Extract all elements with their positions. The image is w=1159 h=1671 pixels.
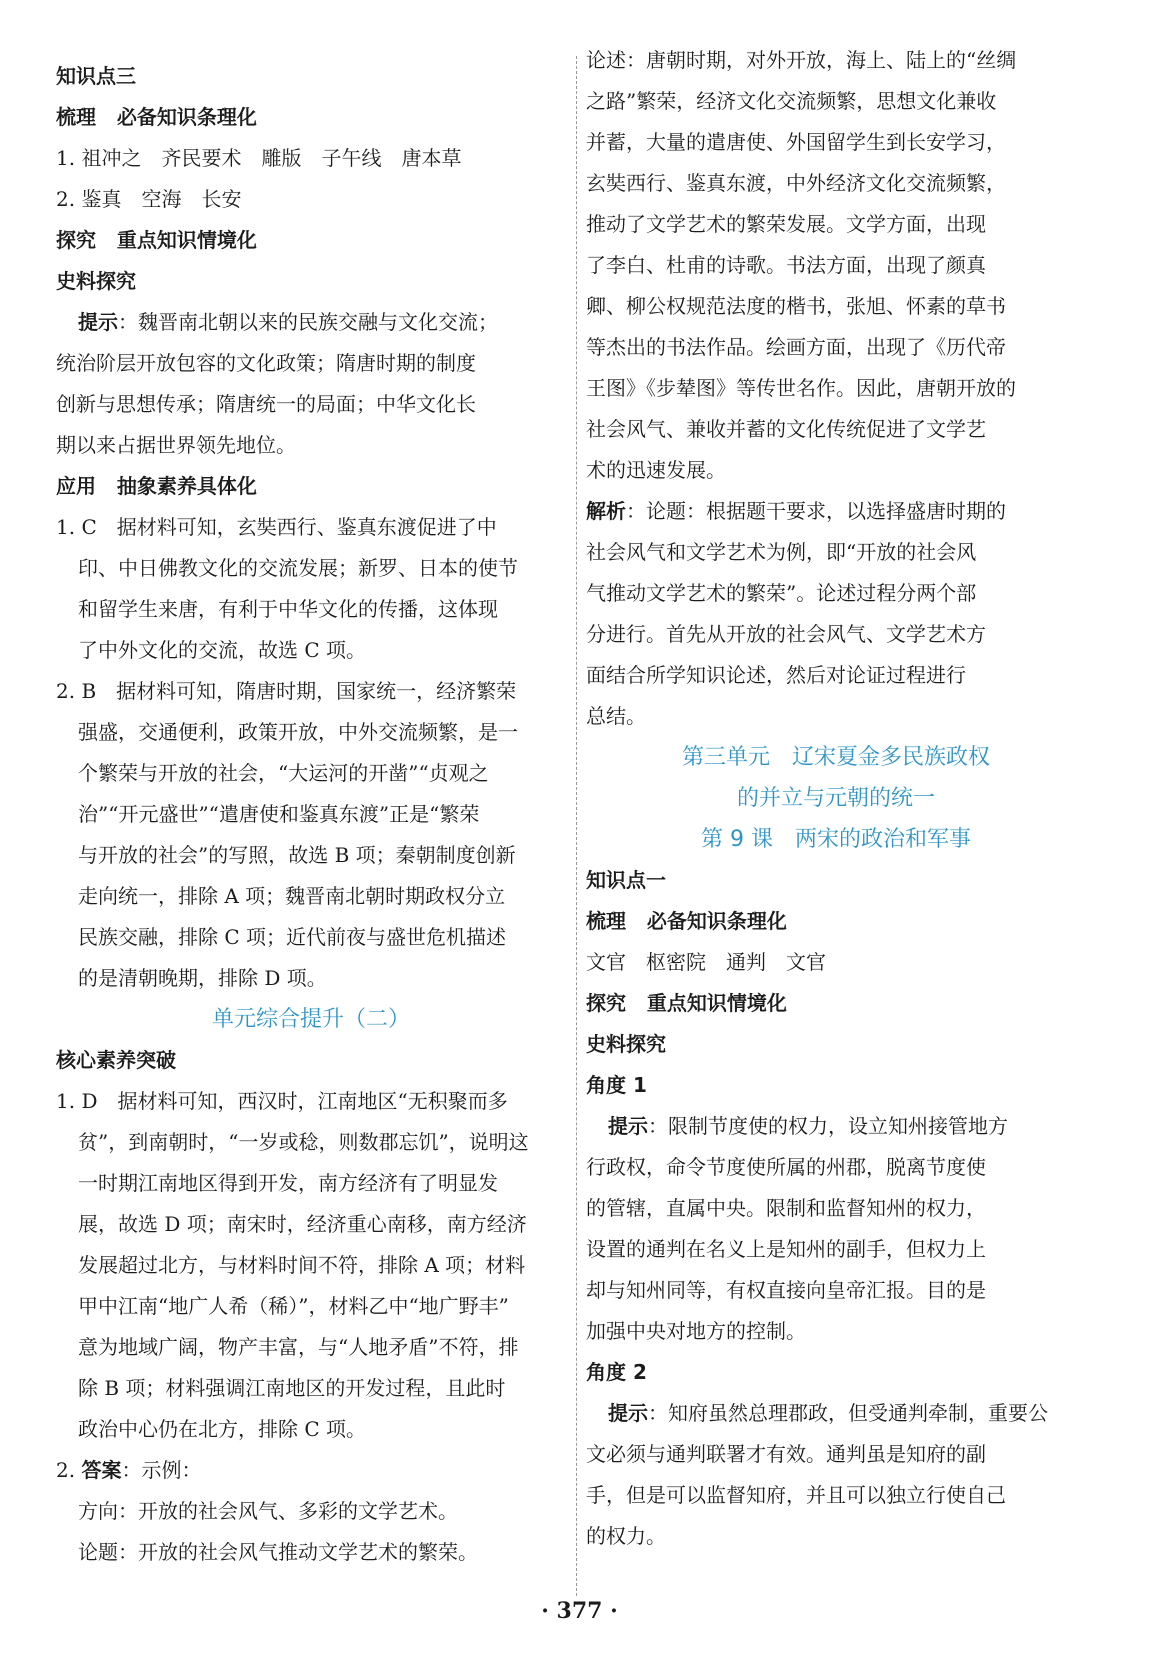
kp3-item-1: 1. 祖冲之 齐民要术 雕版 子午线 唐本草 [56,146,462,170]
kp1-tanjiu-heading [586,983,1086,1024]
core-answer-1-line: 贫”，到南朝时，“一岁或稔，则数郡忘饥”，说明这 [78,1130,529,1154]
angle-2-line: 手，但是可以监督知府，并且可以独立行使自己 [586,1483,1006,1507]
jiexi-line: 分进行。首先从开放的社会风气、文学艺术方 [586,622,986,646]
topic-line: 论题：开放的社会风气推动文学艺术的繁荣。 [78,1540,478,1564]
lunshu-line: 推动了文学艺术的繁荣发展。文学方面，出现 [586,212,986,236]
kp1-shuli-heading [586,901,1086,942]
unit-3-title-line-1: 第三单元 辽宋夏金多民族政权 [681,745,990,770]
tishi-text: 期以来占据世界领先地位。 [56,433,296,457]
jiexi-line [586,491,1086,532]
answer-2-number: 2. [56,1458,82,1482]
core-answer-1-line: 意为地域广阔，物产丰富，与“人地矛盾”不符，排 [78,1335,519,1359]
daan-text: ：示例： [121,1458,202,1482]
answer-2-line: 民族交融，排除 C 项；近代前夜与盛世危机描述 [78,925,507,949]
angle-2-heading: 角度 2 [586,1360,647,1384]
tishi-label: 提示 [78,310,118,334]
answer-2-line: 治”“开元盛世”“遣唐使和鉴真东渡”正是“繁荣 [78,802,480,826]
knowledge-point-1-title: 知识点一 [586,868,666,892]
angle-2-tishi-label: 提示 [608,1401,648,1425]
unit-summary-title: 单元综合提升（二） [211,1007,410,1032]
jiexi-line: 面结合所学知识论述，然后对论证过程进行 [586,663,966,687]
core-answer-2-line [56,1450,566,1491]
lunshu-line: 等杰出的书法作品。绘画方面，出现了《历代帝 [586,335,1006,359]
lunshu-line: 术的迅速发展。 [586,458,726,482]
angle-2-line [586,1393,1086,1434]
answer-1-line: 印、中日佛教文化的交流发展；新罗、日本的使节 [78,556,518,580]
angle-2-line: 的权力。 [586,1524,666,1548]
kp1-shuli-label: 梳理 [586,909,626,933]
shiliao-heading: 史料探究 [56,269,136,293]
tishi-text: ：魏晋南北朝以来的民族交融与文化交流； [118,310,498,334]
lunshu-line: 并蓄，大量的遣唐使、外国留学生到长安学习， [586,130,1006,154]
tanjiu-desc: 重点知识情境化 [116,228,257,252]
answer-2-line: 与开放的社会”的写照，故选 B 项；秦朝制度创新 [78,843,516,867]
yingyong-heading [56,466,566,507]
yingyong-label: 应用 [56,474,96,498]
lunshu-line: 论述：唐朝时期，对外开放，海上、陆上的“丝绸 [586,48,1017,72]
kp3-item-2: 2. 鉴真 空海 长安 [56,187,242,211]
lunshu-line: 王图》《步辇图》等传世名作。因此，唐朝开放的 [586,376,1016,400]
core-answer-1-line: 1. D 据材料可知，西汉时，江南地区“无积聚而多 [56,1089,508,1113]
kp1-tanjiu-label: 探究 [586,991,626,1015]
daan-label: 答案 [81,1458,122,1482]
angle-1-line: 行政权，命令节度使所属的州郡，脱离节度使 [586,1155,986,1179]
tishi-text: 统治阶层开放包容的文化政策；隋唐时期的制度 [56,351,476,375]
lunshu-line: 社会风气、兼收并蓄的文化传统促进了文学艺 [586,417,986,441]
angle-1-heading: 角度 1 [586,1073,647,1097]
answer-1-line: 和留学生来唐，有利于中华文化的传播，这体现 [78,597,498,621]
tanjiu-heading [56,220,566,261]
angle-1-line: 加强中央对地方的控制。 [586,1319,806,1343]
answer-2-line: 的是清朝晚期，排除 D 项。 [78,966,327,990]
shuli-heading [56,97,566,138]
lunshu-line: 卿、柳公权规范法度的楷书，张旭、怀素的草书 [586,294,1006,318]
kp3-tishi-line [56,302,566,343]
angle-1-line: 的管辖，直属中央。限制和监督知州的权力， [586,1196,986,1220]
core-answer-1-line: 展，故选 D 项；南宋时，经济重心南移，南方经济 [78,1212,527,1236]
answer-1-line: 1. C 据材料可知，玄奘西行、鉴真东渡促进了中 [56,515,497,539]
unit-3-title-line-2: 的并立与元朝的统一 [736,786,935,811]
tanjiu-label: 探究 [56,228,96,252]
jiexi-line: 气推动文学艺术的繁荣”。论述过程分两个部 [586,581,977,605]
lunshu-line: 之路”繁荣，经济文化交流频繁，思想文化兼收 [586,89,997,113]
shuli-desc: 必备知识条理化 [116,105,257,129]
core-answer-1-line: 除 B 项；材料强调江南地区的开发过程，且此时 [78,1376,506,1400]
answer-1-line: 了中外文化的交流，故选 C 项。 [78,638,367,662]
answer-2-line: 走向统一，排除 A 项；魏晋南北朝时期政权分立 [78,884,506,908]
angle-2-text: ：知府虽然总理郡政，但受通判牵制，重要公 [648,1401,1048,1425]
angle-1-tishi-label: 提示 [608,1114,648,1138]
angle-1-line: 却与知州同等，有权直接向皇帝汇报。目的是 [586,1278,986,1302]
answer-2-line: 个繁荣与开放的社会，“大运河的开凿”“贞观之 [78,761,489,785]
core-answer-1-line: 政治中心仍在北方，排除 C 项。 [78,1417,367,1441]
angle-2-line: 文必须与通判联署才有效。通判虽是知府的副 [586,1442,986,1466]
lunshu-line: 玄奘西行、鉴真东渡，中外经济文化交流频繁， [586,171,1006,195]
answer-2-line: 强盛，交通便利，政策开放，中外交流频繁，是一 [78,720,518,744]
direction-line: 方向：开放的社会风气、多彩的文学艺术。 [78,1499,458,1523]
angle-1-line: 设置的通判在名义上是知州的副手，但权力上 [586,1237,986,1261]
yingyong-desc: 抽象素养具体化 [116,474,257,498]
page-number: · 377 · [541,1598,618,1624]
left-column [56,56,566,1573]
tishi-text: 创新与思想传承；隋唐统一的局面；中华文化长 [56,392,476,416]
core-answer-1-line: 发展超过北方，与材料时间不符，排除 A 项；材料 [78,1253,526,1277]
core-literacy-heading: 核心素养突破 [56,1048,176,1072]
jiexi-line: 社会风气和文学艺术为例，即“开放的社会风 [586,540,977,564]
core-answer-1-line: 甲中江南“地广人希（稀）”，材料乙中“地广野丰” [78,1294,509,1318]
kp1-shiliao-heading: 史料探究 [586,1032,666,1056]
jiexi-line: 总结。 [586,704,646,728]
kp1-shuli-desc: 必备知识条理化 [646,909,787,933]
core-answer-1-line: 一时期江南地区得到开发，南方经济有了明显发 [78,1171,498,1195]
angle-1-text: ：限制节度使的权力，设立知州接管地方 [648,1114,1008,1138]
angle-1-line [586,1106,1086,1147]
jiexi-label: 解析 [586,499,626,523]
jiexi-text: ：论题：根据题干要求，以选择盛唐时期的 [626,499,1006,523]
kp1-tanjiu-desc: 重点知识情境化 [646,991,787,1015]
kp1-items: 文官 枢密院 通判 文官 [586,950,826,974]
lesson-9-title: 第 9 课 两宋的政治和军事 [701,827,971,852]
knowledge-point-3-title: 知识点三 [56,64,136,88]
answer-2-line: 2. B 据材料可知，隋唐时期，国家统一，经济繁荣 [56,679,517,703]
shuli-label: 梳理 [56,105,96,129]
lunshu-line: 了李白、杜甫的诗歌。书法方面，出现了颜真 [586,253,986,277]
right-column [586,48,1086,1557]
column-divider [576,56,577,1596]
